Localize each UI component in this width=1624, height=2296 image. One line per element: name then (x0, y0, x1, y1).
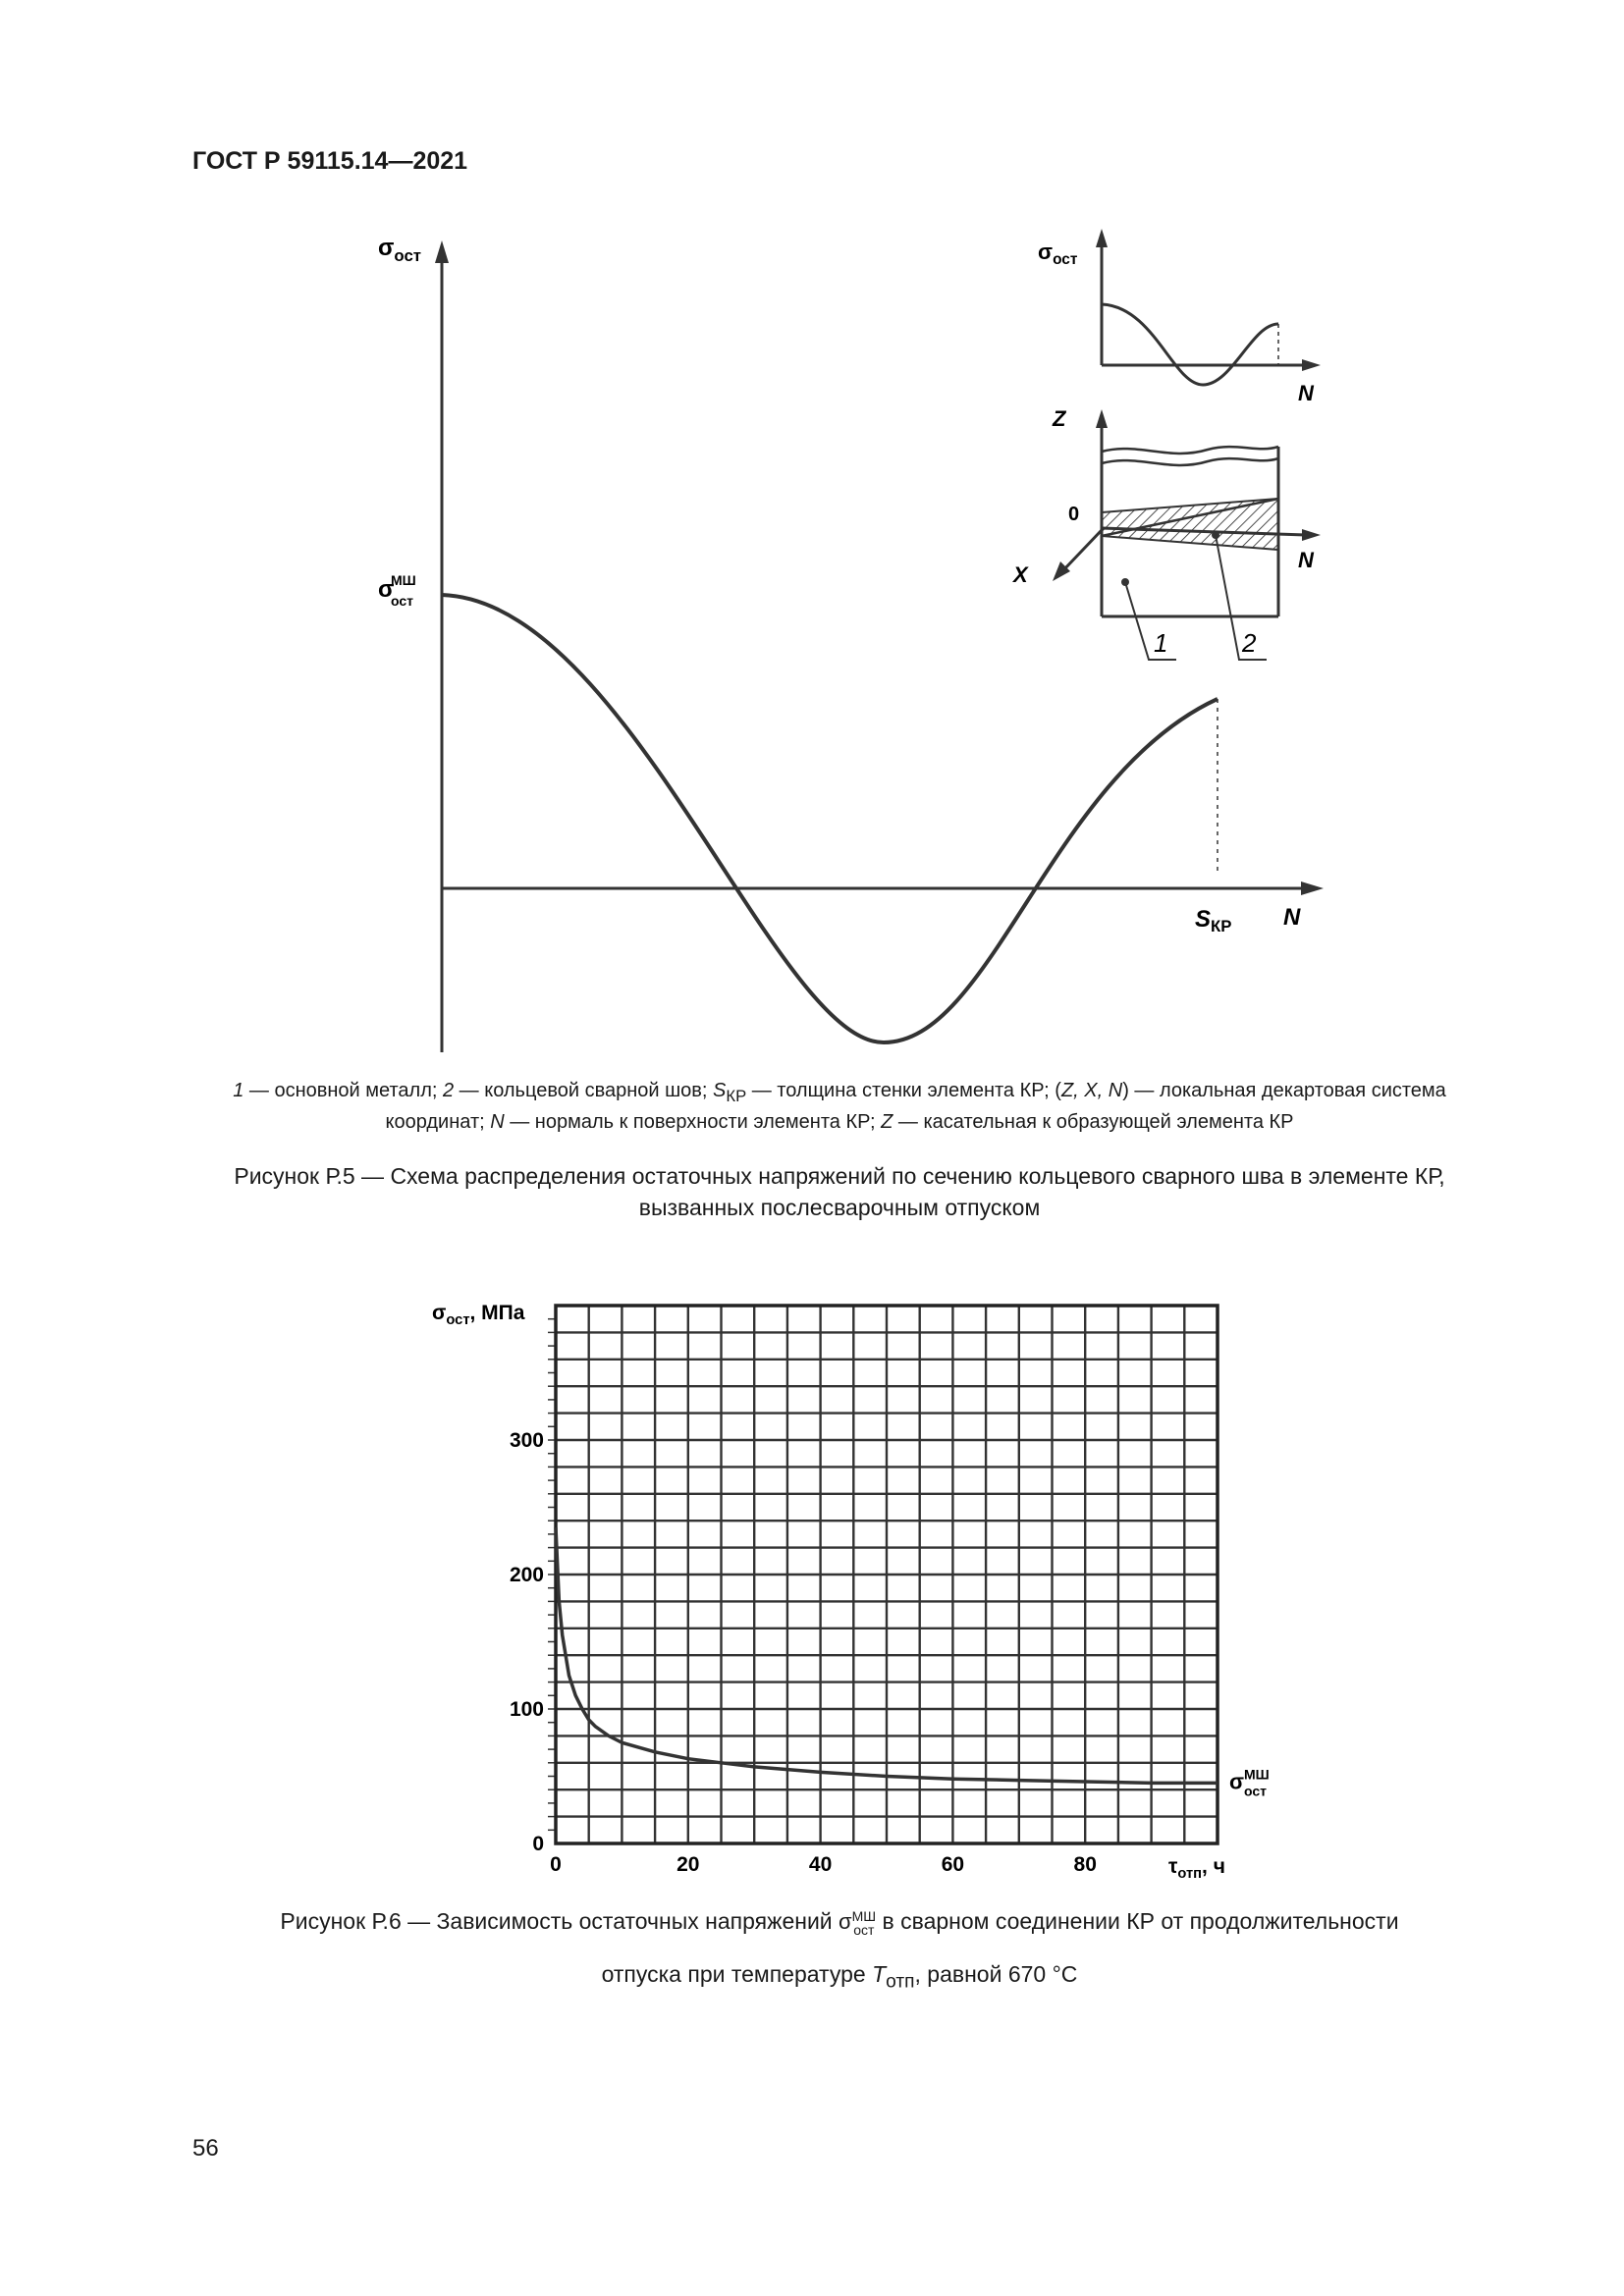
document-header: ГОСТ Р 59115.14—2021 (192, 147, 468, 175)
figure-6-title: Рисунок Р.6 — Зависимость остаточных напряжений σ МШ ост в сварном соединении КР от продолжительности отпуска при температуре $T_{отп}$, равной 670 °С (280, 1907, 1399, 1993)
svg-text:0: 0 (1068, 504, 1080, 525)
figure-5-diagram (0, 0, 1624, 1070)
x-tick-label: 20 (677, 1853, 700, 1876)
y-tick-label: 200 (509, 1564, 544, 1586)
residual-stress-curve (442, 595, 1218, 1042)
svg-text:N: N (1298, 381, 1314, 405)
chart-x-axis-label: $\tau_{отп}$, ч (1168, 1855, 1225, 1882)
y-tick-label: 0 (532, 1833, 544, 1855)
x-tick-label: 0 (550, 1853, 562, 1876)
x-tick-label: 80 (1073, 1853, 1097, 1876)
y-tick-label: 300 (509, 1429, 544, 1452)
peak-stress-label: σ (378, 576, 395, 603)
svg-text:N: N (1298, 548, 1314, 572)
y-tick-label: 100 (509, 1698, 544, 1721)
main-y-axis-label: $\sigma_{ост}$ (378, 235, 422, 265)
svg-text:МШ: МШ (391, 572, 416, 588)
marker-weld: 2 (1242, 628, 1257, 658)
chart-curve-label (1229, 1766, 1270, 1798)
x-tick-label: 60 (941, 1853, 965, 1876)
figure-5-legend: 1 — основной металл; 2 — кольцевой сварной шов; $S_{КР}$ — толщина стенки элемента КР; (Z, X, N) — локальная декартовая система координат; N — нормаль к поверхности элемента КР; Z — касательная к образующей элемента КР (233, 1080, 1446, 1133)
page-number: 56 (192, 2135, 219, 2162)
svg-text:ост: ост (1244, 1783, 1268, 1799)
x-tick-label: 40 (808, 1853, 833, 1876)
chart-y-axis-label: $\sigma_{ост}$, МПа (432, 1302, 525, 1328)
figure-5-title: Рисунок Р.5 — Схема распределения остаточных напряжений по сечению кольцевого сварного шва в элементе КР, вызванных послесварочным отпуском (234, 1163, 1445, 1220)
inset-y-axis-label: $\sigma_{ост}$ (1038, 240, 1078, 268)
svg-text:МШ: МШ (1244, 1766, 1270, 1783)
figure-6-chart (0, 1266, 1624, 1895)
svg-text:Z: Z (1053, 406, 1066, 431)
svg-text:X: X (1013, 562, 1028, 587)
svg-text:σ: σ (1229, 1769, 1245, 1794)
main-x-axis-label: N (1283, 904, 1301, 931)
chart-grid (556, 1306, 1218, 1843)
svg-text:ост: ост (391, 593, 414, 609)
marker-base-metal: 1 (1154, 628, 1168, 658)
chart-tick-labels (510, 1429, 1097, 1876)
thickness-label: $S_{КР}$ (1195, 906, 1232, 935)
